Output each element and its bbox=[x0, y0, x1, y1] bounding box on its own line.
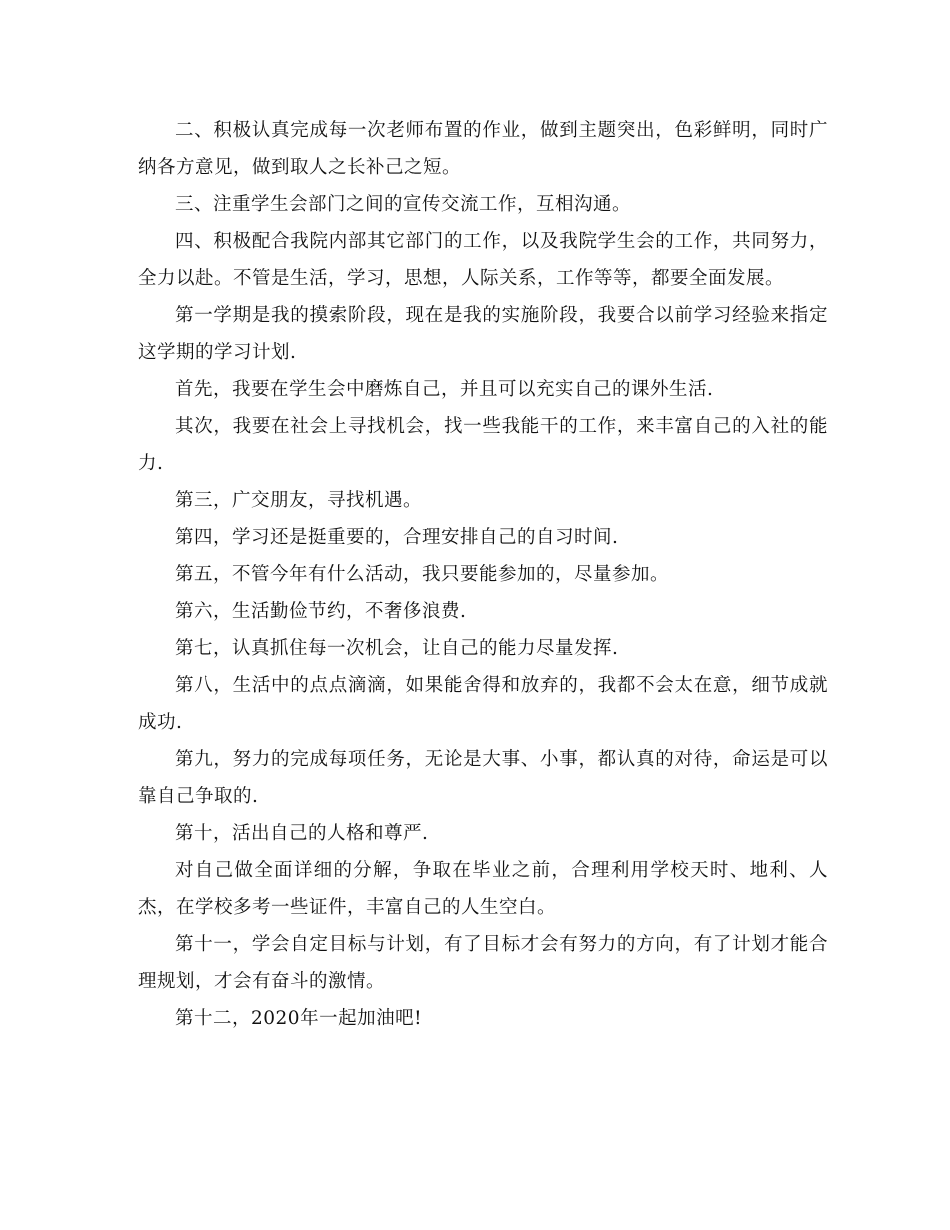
paragraph: 四、积极配合我院内部其它部门的工作，以及我院学生会的工作，共同努力，全力以赴。不管是生活，学习，思想，人际关系，工作等等，都要全面发展。 bbox=[138, 231, 828, 289]
paragraph: 第一学期是我的摸索阶段，现在是我的实施阶段，我要合以前学习经验来指定这学期的学习计划. bbox=[138, 305, 828, 363]
paragraph: 三、注重学生会部门之间的宣传交流工作，互相沟通。 bbox=[175, 194, 632, 215]
paragraph: 第六，生活勤俭节约，不奢侈浪费. bbox=[175, 601, 467, 622]
paragraph: 第十，活出自己的人格和尊严. bbox=[175, 823, 429, 844]
paragraph: 二、积极认真完成每一次老师布置的作业，做到主题突出，色彩鲜明，同时广纳各方意见，做到取人之长补己之短。 bbox=[138, 120, 828, 178]
paragraph: 第七，认真抓住每一次机会，让自己的能力尽量发挥. bbox=[175, 638, 619, 659]
paragraph: 第五，不管今年有什么活动，我只要能参加的，尽量参加。 bbox=[175, 564, 670, 585]
paragraph: 第十一，学会自定目标与计划，有了目标才会有努力的方向，有了计划才能合理规划，才会有奋斗的激情。 bbox=[138, 934, 828, 992]
paragraph: 其次，我要在社会上寻找机会，找一些我能干的工作，来丰富自己的入社的能力. bbox=[138, 416, 828, 474]
paragraph: 首先，我要在学生会中磨炼自己，并且可以充实自己的课外生活. bbox=[175, 379, 714, 400]
document-body bbox=[138, 112, 828, 1037]
paragraph: 对自己做全面详细的分解，争取在毕业之前，合理利用学校天时、地利、人杰，在学校多考一些证件，丰富自己的人生空白。 bbox=[138, 860, 828, 918]
paragraph: 第九，努力的完成每项任务，无论是大事、小事，都认真的对待，命运是可以靠自己争取的. bbox=[138, 749, 828, 807]
paragraph: 第三，广交朋友，寻找机遇。 bbox=[175, 490, 423, 511]
paragraph: 第八，生活中的点点滴滴，如果能舍得和放弃的，我都不会太在意，细节成就成功. bbox=[138, 675, 828, 733]
paragraph: 第四，学习还是挺重要的，合理安排自己的自习时间. bbox=[175, 527, 619, 548]
paragraph: 第十二，2020年一起加油吧! bbox=[175, 1008, 423, 1029]
